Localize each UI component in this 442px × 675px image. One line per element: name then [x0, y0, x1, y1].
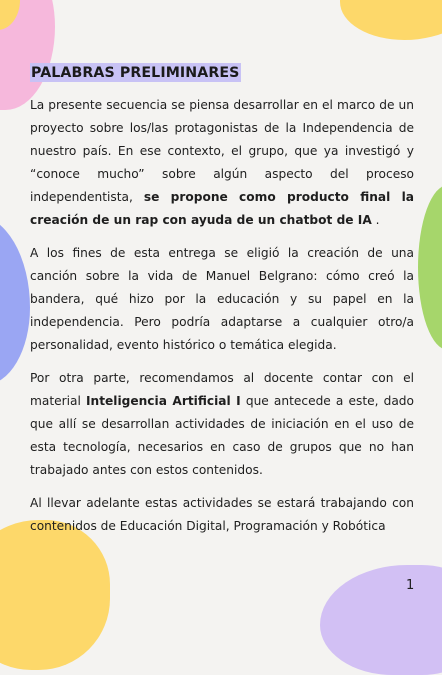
paragraph-text: que antecede a este, dado que allí se desarrollan actividades de iniciación en el uso de esta tecnología, necesarios en caso de grupos que no han trabajado antes con estos contenidos.	[30, 394, 414, 477]
paragraph-text: Al llevar adelante estas actividades se estará trabajando con contenidos de Educación Digital, Programación y Robótica	[30, 496, 414, 533]
page-title: PALABRAS PRELIMINARES	[31, 65, 240, 81]
paragraph-list	[30, 94, 414, 538]
page-content	[30, 62, 414, 548]
yellow-blob-top-right	[340, 0, 442, 40]
paragraph-text: La presente secuencia se piensa desarrollar en el marco de un proyecto sobre los/las protagonistas de la Independencia de nuestro país. En ese contexto, el grupo, que ya investigó y “conoce mucho” sobre algún aspecto del proceso independentista,	[30, 98, 414, 204]
page-number: 1	[406, 578, 415, 593]
green-blob-right	[418, 185, 442, 350]
paragraph	[30, 94, 414, 232]
blue-blob-left	[0, 215, 30, 385]
paragraph	[30, 242, 414, 357]
bold-text: se propone como producto final la creación de un rap con ayuda de un chatbot de IA	[30, 190, 414, 227]
paragraph-text: Por otra parte, recomendamos al docente contar con el material	[30, 371, 414, 408]
bold-text: Inteligencia Artificial I	[85, 394, 241, 408]
paragraph-text: A los fines de esta entrega se eligió la creación de una canción sobre la vida de Manuel Belgrano: cómo creó la bandera, qué hizo por la educación y su papel en la independencia. Pero podría adaptarse a cualquier otro/a personalidad, evento histórico o temática elegida.	[30, 246, 414, 352]
lavender-blob-bottom-right	[320, 565, 442, 675]
paragraph-text: .	[371, 213, 380, 227]
paragraph	[30, 367, 414, 482]
paragraph	[30, 492, 414, 538]
